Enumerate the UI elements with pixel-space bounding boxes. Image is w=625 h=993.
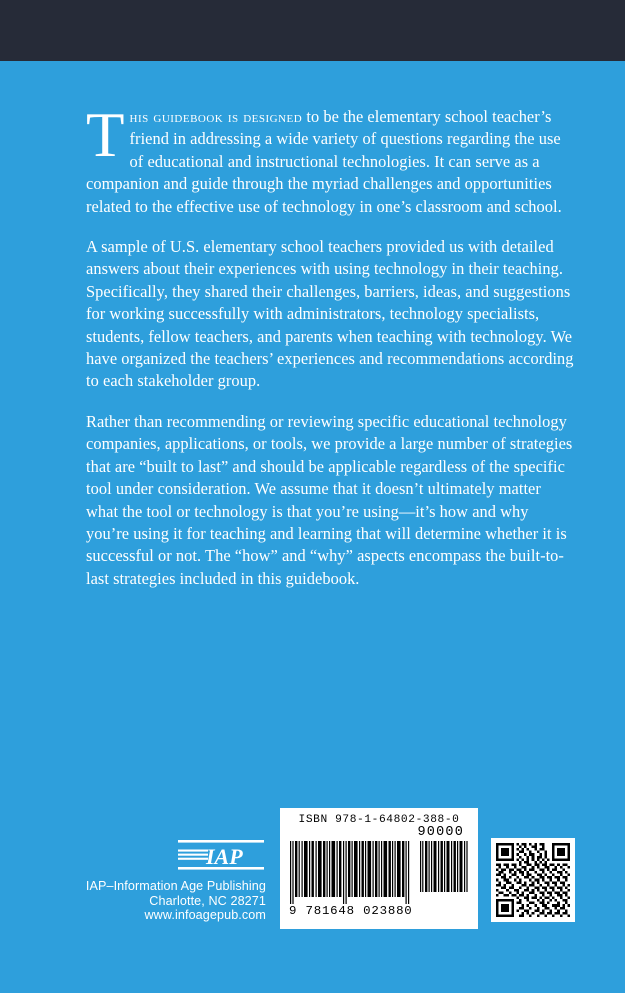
- publisher-location: Charlotte, NC 28271: [149, 893, 266, 908]
- price-code-label: 90000: [417, 825, 464, 840]
- qr-code[interactable]: [491, 838, 575, 922]
- top-dark-band: [0, 0, 625, 61]
- drop-cap-letter: T: [86, 100, 125, 170]
- blurb-paragraph-2: A sample of U.S. elementary school teachers provided us with detailed answers about their experiences with using technology in their teaching. Specifically, they shared their challenges, barriers, ideas, and suggestions for working successfully with administrators, technology specialists, students, fellow teachers, and parents when teaching with technology. We have organized the teachers’ experiences and recommendations according to each stakeholder group.: [86, 237, 574, 391]
- publisher-block: [40, 840, 266, 923]
- ean5-addon-bars: [420, 841, 468, 892]
- lead-in-small-caps: his guidebook is designed: [129, 107, 303, 126]
- cover-footer: [0, 805, 625, 935]
- publisher-website[interactable]: www.infoagepub.com: [144, 908, 266, 923]
- blurb-text-block: [86, 100, 574, 590]
- publisher-address: [40, 879, 266, 923]
- isbn-barcode: [280, 808, 478, 929]
- isbn-number-label: ISBN 978-1-64802-388-0: [298, 814, 460, 826]
- barcode-bars-row: [288, 841, 470, 904]
- isbn-digits-label: 9 781648 023880: [289, 904, 413, 918]
- svg-text:IAP: IAP: [206, 844, 243, 869]
- blurb-paragraph-1: [86, 100, 574, 218]
- blurb-paragraph-1-rest: to be the elementary school teacher’s friend in addressing a wide variety of questions regarding the use of educational and instructional technologies. It can serve as a companion and guide through the myriad challenges and opportunities related to the effective use of technology in one’s classroom and school.: [86, 107, 562, 216]
- iap-logo-icon: [178, 840, 264, 870]
- blurb-paragraph-3: Rather than recommending or reviewing specific educational technology companies, applications, or tools, we provide a large number of strategies that are “built to last” and should be applicable regardless of the specific tool under consideration. We assume that it doesn’t ultimately matter what the tool or technology is that you’re using—it’s how and why you’re using it for teaching and learning that will determine whether it is successful or not. The “how” and “why” aspects encompass the built-to-last strategies included in this guidebook.: [86, 411, 573, 588]
- publisher-name: IAP–Information Age Publishing: [85, 879, 266, 893]
- ean13-bars: [290, 841, 412, 904]
